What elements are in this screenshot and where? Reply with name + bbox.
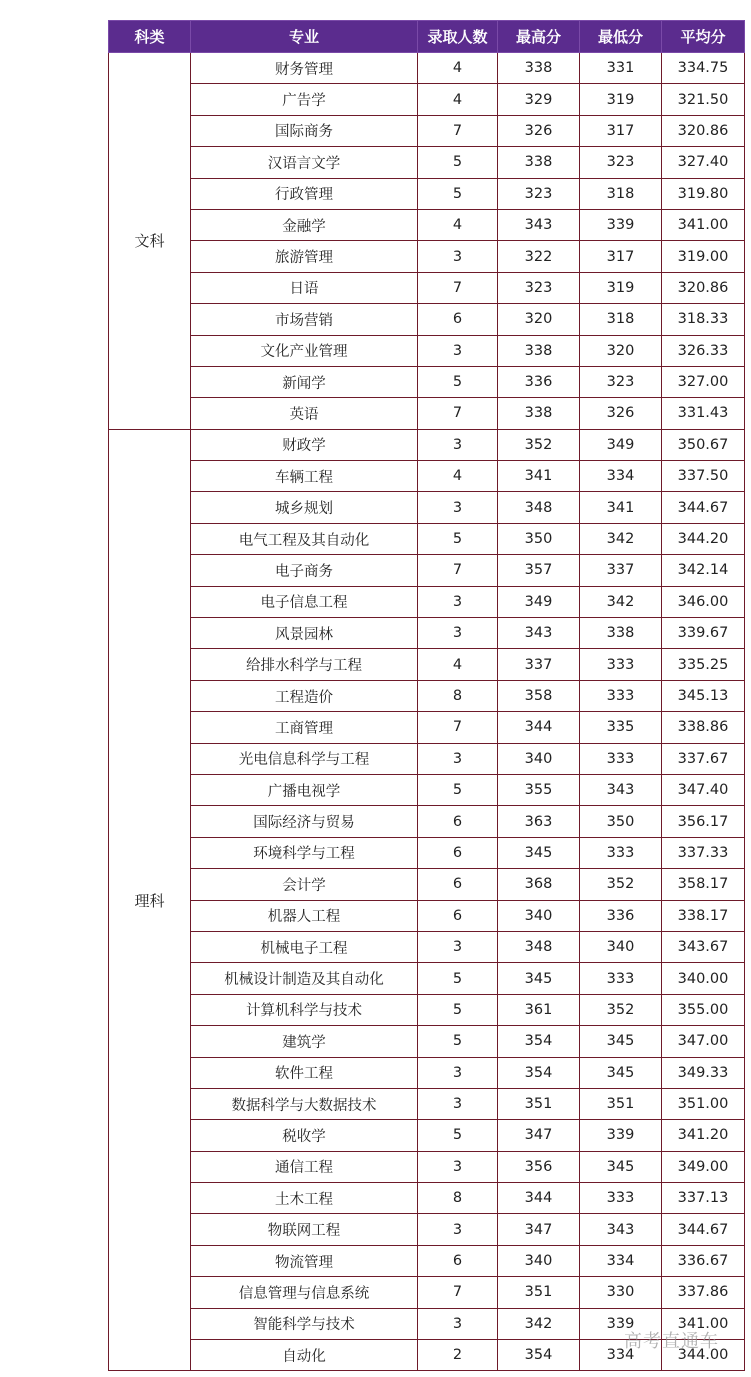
major-cell: 计算机科学与技术 (191, 994, 418, 1025)
admitted-count-cell: 6 (418, 869, 498, 900)
max-score-cell: 322 (498, 241, 580, 272)
admitted-count-cell: 4 (418, 461, 498, 492)
avg-score-cell: 336.67 (662, 1245, 745, 1276)
major-cell: 国际商务 (191, 115, 418, 146)
admitted-count-cell: 6 (418, 304, 498, 335)
major-cell: 自动化 (191, 1340, 418, 1371)
max-score-cell: 357 (498, 555, 580, 586)
max-score-cell: 344 (498, 1183, 580, 1214)
table-row (109, 963, 745, 994)
min-score-cell: 352 (580, 869, 662, 900)
avg-score-cell: 331.43 (662, 398, 745, 429)
table-row (109, 147, 745, 178)
table-row (109, 1277, 745, 1308)
min-score-cell: 336 (580, 900, 662, 931)
table-row (109, 555, 745, 586)
min-score-cell: 341 (580, 492, 662, 523)
major-cell: 市场营销 (191, 304, 418, 335)
avg-score-cell: 344.20 (662, 523, 745, 554)
major-cell: 广告学 (191, 84, 418, 115)
table-row (109, 586, 745, 617)
table-row (109, 1214, 745, 1245)
max-score-cell: 355 (498, 774, 580, 805)
table-row (109, 84, 745, 115)
avg-score-cell: 327.00 (662, 366, 745, 397)
major-cell: 电子信息工程 (191, 586, 418, 617)
admitted-count-cell: 3 (418, 618, 498, 649)
header-admitted-count: 录取人数 (418, 21, 498, 53)
admitted-count-cell: 4 (418, 84, 498, 115)
table-row (109, 837, 745, 868)
min-score-cell: 343 (580, 774, 662, 805)
major-cell: 机器人工程 (191, 900, 418, 931)
avg-score-cell: 351.00 (662, 1088, 745, 1119)
admitted-count-cell: 7 (418, 272, 498, 303)
table-row (109, 680, 745, 711)
major-cell: 物流管理 (191, 1245, 418, 1276)
major-cell: 环境科学与工程 (191, 837, 418, 868)
major-cell: 英语 (191, 398, 418, 429)
avg-score-cell: 337.33 (662, 837, 745, 868)
min-score-cell: 349 (580, 429, 662, 460)
major-cell: 财政学 (191, 429, 418, 460)
table-row (109, 304, 745, 335)
header-max-score: 最高分 (498, 21, 580, 53)
table-row (109, 366, 745, 397)
category-cell: 文科 (109, 53, 191, 430)
max-score-cell: 337 (498, 649, 580, 680)
max-score-cell: 343 (498, 209, 580, 240)
avg-score-cell: 318.33 (662, 304, 745, 335)
min-score-cell: 343 (580, 1214, 662, 1245)
avg-score-cell: 320.86 (662, 115, 745, 146)
table-row (109, 272, 745, 303)
max-score-cell: 342 (498, 1308, 580, 1339)
min-score-cell: 318 (580, 178, 662, 209)
max-score-cell: 329 (498, 84, 580, 115)
max-score-cell: 341 (498, 461, 580, 492)
avg-score-cell: 341.00 (662, 1308, 745, 1339)
table-row (109, 53, 745, 84)
major-cell: 电气工程及其自动化 (191, 523, 418, 554)
min-score-cell: 334 (580, 1245, 662, 1276)
table-row (109, 712, 745, 743)
max-score-cell: 338 (498, 335, 580, 366)
min-score-cell: 330 (580, 1277, 662, 1308)
table-row (109, 994, 745, 1025)
admitted-count-cell: 5 (418, 1026, 498, 1057)
major-cell: 软件工程 (191, 1057, 418, 1088)
major-cell: 风景园林 (191, 618, 418, 649)
header-category: 科类 (109, 21, 191, 53)
admitted-count-cell: 6 (418, 900, 498, 931)
max-score-cell: 340 (498, 900, 580, 931)
admitted-count-cell: 3 (418, 429, 498, 460)
major-cell: 车辆工程 (191, 461, 418, 492)
table-row (109, 429, 745, 460)
max-score-cell: 368 (498, 869, 580, 900)
max-score-cell: 348 (498, 492, 580, 523)
admitted-count-cell: 5 (418, 366, 498, 397)
min-score-cell: 317 (580, 241, 662, 272)
min-score-cell: 351 (580, 1088, 662, 1119)
major-cell: 工程造价 (191, 680, 418, 711)
max-score-cell: 354 (498, 1057, 580, 1088)
avg-score-cell: 320.86 (662, 272, 745, 303)
major-cell: 数据科学与大数据技术 (191, 1088, 418, 1119)
min-score-cell: 317 (580, 115, 662, 146)
min-score-cell: 339 (580, 1120, 662, 1151)
admitted-count-cell: 8 (418, 1183, 498, 1214)
max-score-cell: 338 (498, 398, 580, 429)
major-cell: 会计学 (191, 869, 418, 900)
max-score-cell: 354 (498, 1340, 580, 1371)
avg-score-cell: 350.67 (662, 429, 745, 460)
max-score-cell: 343 (498, 618, 580, 649)
table-row (109, 1183, 745, 1214)
min-score-cell: 333 (580, 743, 662, 774)
admitted-count-cell: 3 (418, 1057, 498, 1088)
avg-score-cell: 338.86 (662, 712, 745, 743)
avg-score-cell: 321.50 (662, 84, 745, 115)
min-score-cell: 340 (580, 931, 662, 962)
avg-score-cell: 337.67 (662, 743, 745, 774)
max-score-cell: 363 (498, 806, 580, 837)
min-score-cell: 337 (580, 555, 662, 586)
min-score-cell: 339 (580, 1308, 662, 1339)
header-min-score: 最低分 (580, 21, 662, 53)
avg-score-cell: 340.00 (662, 963, 745, 994)
major-cell: 工商管理 (191, 712, 418, 743)
admitted-count-cell: 6 (418, 837, 498, 868)
major-cell: 建筑学 (191, 1026, 418, 1057)
table-row (109, 618, 745, 649)
max-score-cell: 361 (498, 994, 580, 1025)
max-score-cell: 354 (498, 1026, 580, 1057)
min-score-cell: 333 (580, 963, 662, 994)
min-score-cell: 352 (580, 994, 662, 1025)
admitted-count-cell: 4 (418, 209, 498, 240)
major-cell: 城乡规划 (191, 492, 418, 523)
max-score-cell: 349 (498, 586, 580, 617)
table-row (109, 209, 745, 240)
min-score-cell: 319 (580, 272, 662, 303)
admitted-count-cell: 3 (418, 1214, 498, 1245)
admitted-count-cell: 3 (418, 241, 498, 272)
avg-score-cell: 337.13 (662, 1183, 745, 1214)
min-score-cell: 334 (580, 461, 662, 492)
admitted-count-cell: 3 (418, 1088, 498, 1119)
avg-score-cell: 347.00 (662, 1026, 745, 1057)
min-score-cell: 338 (580, 618, 662, 649)
avg-score-cell: 327.40 (662, 147, 745, 178)
min-score-cell: 333 (580, 649, 662, 680)
major-cell: 行政管理 (191, 178, 418, 209)
max-score-cell: 326 (498, 115, 580, 146)
avg-score-cell: 347.40 (662, 774, 745, 805)
min-score-cell: 320 (580, 335, 662, 366)
major-cell: 给排水科学与工程 (191, 649, 418, 680)
admitted-count-cell: 3 (418, 1308, 498, 1339)
avg-score-cell: 344.00 (662, 1340, 745, 1371)
min-score-cell: 342 (580, 523, 662, 554)
max-score-cell: 320 (498, 304, 580, 335)
avg-score-cell: 326.33 (662, 335, 745, 366)
admitted-count-cell: 2 (418, 1340, 498, 1371)
avg-score-cell: 319.80 (662, 178, 745, 209)
max-score-cell: 323 (498, 178, 580, 209)
major-cell: 土木工程 (191, 1183, 418, 1214)
table-row (109, 743, 745, 774)
category-cell: 理科 (109, 429, 191, 1371)
admitted-count-cell: 5 (418, 147, 498, 178)
max-score-cell: 336 (498, 366, 580, 397)
major-cell: 旅游管理 (191, 241, 418, 272)
admitted-count-cell: 7 (418, 555, 498, 586)
max-score-cell: 348 (498, 931, 580, 962)
max-score-cell: 338 (498, 147, 580, 178)
min-score-cell: 319 (580, 84, 662, 115)
major-cell: 广播电视学 (191, 774, 418, 805)
admitted-count-cell: 7 (418, 712, 498, 743)
avg-score-cell: 341.00 (662, 209, 745, 240)
min-score-cell: 345 (580, 1026, 662, 1057)
max-score-cell: 340 (498, 1245, 580, 1276)
major-cell: 国际经济与贸易 (191, 806, 418, 837)
min-score-cell: 331 (580, 53, 662, 84)
table-row (109, 398, 745, 429)
table-body (109, 53, 745, 1371)
table-row (109, 1120, 745, 1151)
admitted-count-cell: 7 (418, 115, 498, 146)
avg-score-cell: 349.00 (662, 1151, 745, 1182)
table-row (109, 523, 745, 554)
admitted-count-cell: 5 (418, 994, 498, 1025)
major-cell: 税收学 (191, 1120, 418, 1151)
admitted-count-cell: 4 (418, 649, 498, 680)
max-score-cell: 338 (498, 53, 580, 84)
major-cell: 信息管理与信息系统 (191, 1277, 418, 1308)
admitted-count-cell: 8 (418, 680, 498, 711)
admitted-count-cell: 5 (418, 963, 498, 994)
min-score-cell: 345 (580, 1057, 662, 1088)
admitted-count-cell: 3 (418, 335, 498, 366)
max-score-cell: 351 (498, 1088, 580, 1119)
admitted-count-cell: 5 (418, 774, 498, 805)
table-row (109, 806, 745, 837)
admitted-count-cell: 6 (418, 806, 498, 837)
avg-score-cell: 343.67 (662, 931, 745, 962)
major-cell: 光电信息科学与工程 (191, 743, 418, 774)
major-cell: 智能科学与技术 (191, 1308, 418, 1339)
max-score-cell: 351 (498, 1277, 580, 1308)
min-score-cell: 333 (580, 1183, 662, 1214)
table-row (109, 1088, 745, 1119)
avg-score-cell: 338.17 (662, 900, 745, 931)
admitted-count-cell: 3 (418, 743, 498, 774)
major-cell: 文化产业管理 (191, 335, 418, 366)
max-score-cell: 340 (498, 743, 580, 774)
max-score-cell: 323 (498, 272, 580, 303)
major-cell: 电子商务 (191, 555, 418, 586)
max-score-cell: 345 (498, 963, 580, 994)
avg-score-cell: 319.00 (662, 241, 745, 272)
admitted-count-cell: 5 (418, 1120, 498, 1151)
major-cell: 机械电子工程 (191, 931, 418, 962)
major-cell: 通信工程 (191, 1151, 418, 1182)
min-score-cell: 350 (580, 806, 662, 837)
max-score-cell: 345 (498, 837, 580, 868)
avg-score-cell: 344.67 (662, 492, 745, 523)
major-cell: 财务管理 (191, 53, 418, 84)
avg-score-cell: 356.17 (662, 806, 745, 837)
min-score-cell: 318 (580, 304, 662, 335)
major-cell: 日语 (191, 272, 418, 303)
max-score-cell: 350 (498, 523, 580, 554)
major-cell: 汉语言文学 (191, 147, 418, 178)
avg-score-cell: 344.67 (662, 1214, 745, 1245)
major-cell: 新闻学 (191, 366, 418, 397)
min-score-cell: 333 (580, 680, 662, 711)
min-score-cell: 339 (580, 209, 662, 240)
table-row (109, 335, 745, 366)
table-row (109, 931, 745, 962)
table-row (109, 461, 745, 492)
min-score-cell: 334 (580, 1340, 662, 1371)
admitted-count-cell: 7 (418, 398, 498, 429)
avg-score-cell: 349.33 (662, 1057, 745, 1088)
avg-score-cell: 341.20 (662, 1120, 745, 1151)
table-row (109, 649, 745, 680)
table-row (109, 1245, 745, 1276)
max-score-cell: 347 (498, 1214, 580, 1245)
max-score-cell: 352 (498, 429, 580, 460)
avg-score-cell: 339.67 (662, 618, 745, 649)
admitted-count-cell: 4 (418, 53, 498, 84)
avg-score-cell: 335.25 (662, 649, 745, 680)
table-header (109, 21, 745, 53)
avg-score-cell: 337.50 (662, 461, 745, 492)
min-score-cell: 335 (580, 712, 662, 743)
table-row (109, 178, 745, 209)
admitted-count-cell: 3 (418, 1151, 498, 1182)
min-score-cell: 342 (580, 586, 662, 617)
table-row (109, 869, 745, 900)
admitted-count-cell: 3 (418, 492, 498, 523)
admitted-count-cell: 3 (418, 931, 498, 962)
table-row (109, 115, 745, 146)
table-row (109, 774, 745, 805)
table-row (109, 1151, 745, 1182)
table-row (109, 900, 745, 931)
header-major: 专业 (191, 21, 418, 53)
admitted-count-cell: 3 (418, 586, 498, 617)
avg-score-cell: 345.13 (662, 680, 745, 711)
table-row (109, 1026, 745, 1057)
header-row (109, 21, 745, 53)
avg-score-cell: 355.00 (662, 994, 745, 1025)
min-score-cell: 323 (580, 366, 662, 397)
major-cell: 金融学 (191, 209, 418, 240)
avg-score-cell: 337.86 (662, 1277, 745, 1308)
avg-score-cell: 334.75 (662, 53, 745, 84)
avg-score-cell: 342.14 (662, 555, 745, 586)
table-row (109, 1057, 745, 1088)
admitted-count-cell: 5 (418, 178, 498, 209)
max-score-cell: 356 (498, 1151, 580, 1182)
min-score-cell: 333 (580, 837, 662, 868)
major-cell: 物联网工程 (191, 1214, 418, 1245)
min-score-cell: 326 (580, 398, 662, 429)
avg-score-cell: 346.00 (662, 586, 745, 617)
admitted-count-cell: 7 (418, 1277, 498, 1308)
min-score-cell: 345 (580, 1151, 662, 1182)
max-score-cell: 347 (498, 1120, 580, 1151)
admission-scores-table (108, 20, 745, 1371)
major-cell: 机械设计制造及其自动化 (191, 963, 418, 994)
table-row (109, 241, 745, 272)
watermark: 高考直通车 (624, 1331, 719, 1352)
avg-score-cell: 358.17 (662, 869, 745, 900)
max-score-cell: 358 (498, 680, 580, 711)
max-score-cell: 344 (498, 712, 580, 743)
header-avg-score: 平均分 (662, 21, 745, 53)
admitted-count-cell: 6 (418, 1245, 498, 1276)
table-row (109, 492, 745, 523)
admitted-count-cell: 5 (418, 523, 498, 554)
min-score-cell: 323 (580, 147, 662, 178)
